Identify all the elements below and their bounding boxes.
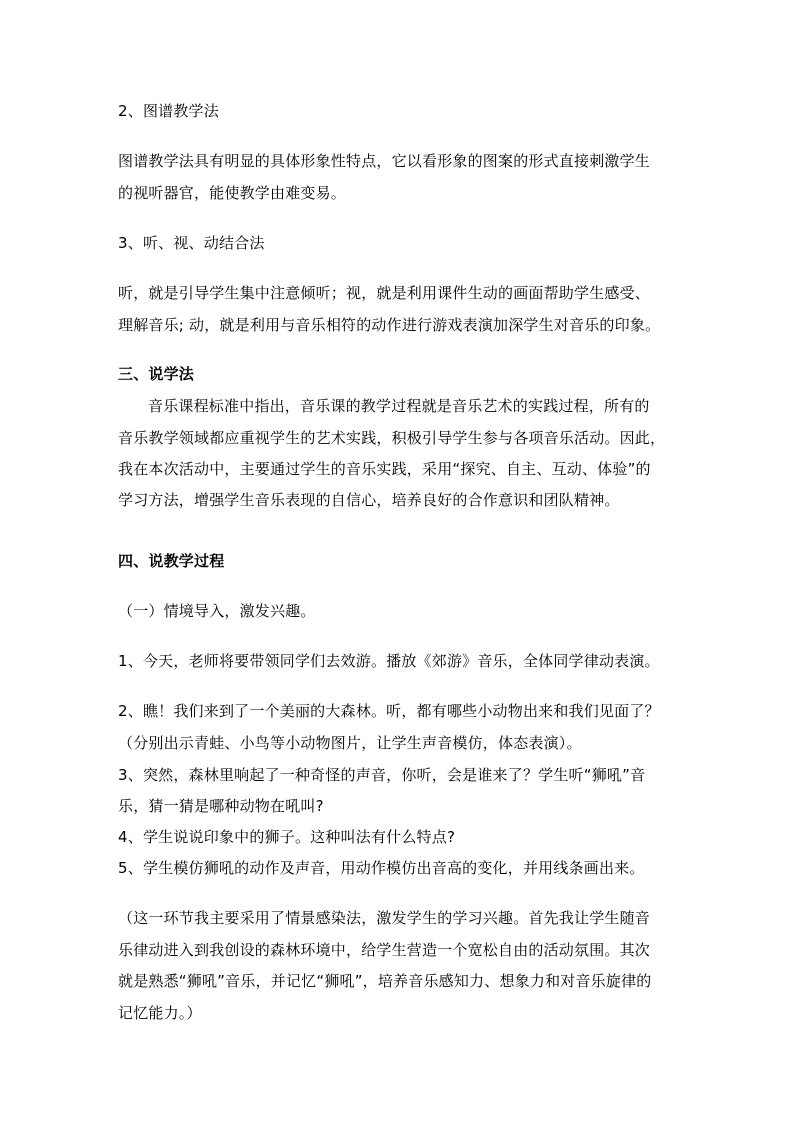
list-item-continuation: （分别出示青蛙、小鸟等小动物图片，让学生声音模仿，体态表演）。 [118, 734, 582, 752]
list-item: 5、学生模仿狮吼的动作及声音，用动作模仿出音高的变化，并用线条画出来。 [118, 859, 645, 877]
paragraph-line: 的视听器官，能使教学由难变易。 [118, 184, 347, 202]
paragraph-line: （这一环节我主要采用了情景感染法，激发学生的学习兴趣。首先我让学生随音 [118, 909, 651, 927]
list-item: 4、学生说说印象中的狮子。这种叫法有什么特点? [118, 828, 456, 846]
list-item: 3、突然，森林里响起了一种奇怪的声音，你听，会是谁来了？学生听“狮吼”音 [118, 766, 646, 784]
list-item: 2、瞧！我们来到了一个美丽的大森林。听，都有哪些小动物出来和我们见面了？ [118, 702, 660, 720]
paragraph-line: 音乐课程标准中指出，音乐课的教学过程就是音乐艺术的实践过程，所有的 [148, 397, 650, 415]
paragraph-line: 听，就是引导学生集中注意倾听；视，就是利用课件生动的画面帮助学生感受、 [118, 284, 651, 302]
subheading-method-3: 3、听、视、动结合法 [118, 234, 265, 252]
section-heading-study-method: 三、说学法 [118, 365, 195, 383]
list-item: 1、今天，老师将要带领同学们去效游。播放《郊游》音乐，全体同学律动表演。 [118, 652, 660, 670]
paragraph-line: 理解音乐; 动，就是利用与音乐相符的动作进行游戏表演加深学生对音乐的印象。 [118, 316, 661, 334]
paragraph-line: 我在本次活动中，主要通过学生的音乐实践，采用“探究、自主、互动、体验”的 [118, 460, 651, 478]
paragraph-line: 记忆能力。） [118, 1004, 202, 1022]
subheading-method-2: 2、图谱教学法 [118, 102, 219, 120]
paragraph-line: 就是熟悉“狮吼”音乐，并记忆“狮吼”，培养音乐感知力、想象力和对音乐旋律的 [118, 972, 652, 990]
paragraph-line: 图谱教学法具有明显的具体形象性特点，它以看形象的图案的形式直接刺激学生 [118, 152, 651, 170]
section-heading-teaching-process: 四、说教学过程 [118, 552, 225, 570]
paragraph-line: 音乐教学领域都应重视学生的艺术实践，积极引导学生参与各项音乐活动。因此， [118, 429, 666, 447]
subsection-heading: （一）情境导入，激发兴趣。 [118, 602, 316, 620]
paragraph-line: 乐律动进入到我创设的森林环境中，给学生营造一个宽松自由的活动氛围。其次 [118, 941, 651, 959]
list-item-continuation: 乐，猜一猜是哪种动物在吼叫? [118, 797, 324, 815]
paragraph-line: 学习方法，增强学生音乐表现的自信心，培养良好的合作意识和团队精神。 [118, 491, 620, 509]
